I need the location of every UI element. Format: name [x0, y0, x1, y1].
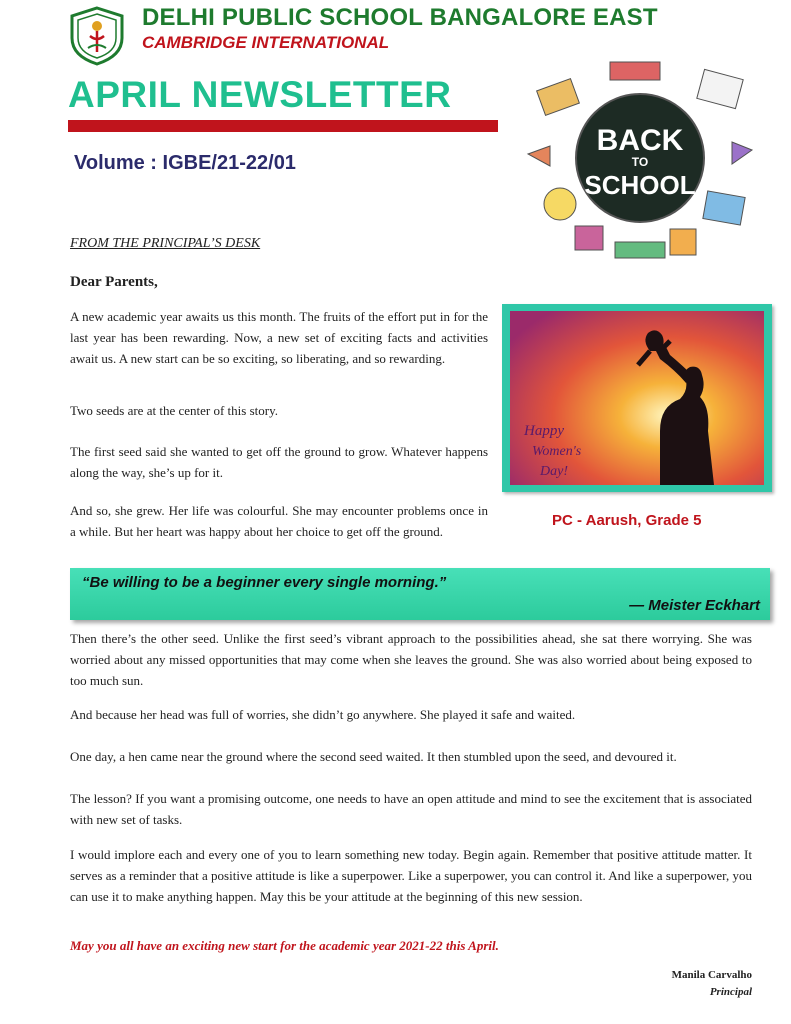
school-name: DELHI PUBLIC SCHOOL BANGALORE EAST — [142, 4, 658, 31]
quote-text: “Be willing to be a beginner every single morning.” — [82, 574, 447, 591]
title-underline-bar — [68, 120, 498, 132]
volume-label: Volume : IGBE/21-22/01 — [74, 152, 296, 174]
paragraph-two-seeds: Two seeds are at the center of this story. — [70, 403, 278, 418]
b2s-line2: TO — [631, 155, 649, 169]
artwork-caption: PC - Aarush, Grade 5 — [552, 512, 702, 529]
back-to-school-graphic — [520, 54, 760, 266]
paragraph-she-grew: And so, she grew. Her life was colourful. She may encounter problems once in a while. But her heart was happy about her choice to get off the ground. — [70, 503, 488, 539]
art-text-2: Women's — [532, 444, 582, 459]
art-text-1: Happy — [524, 423, 564, 439]
closing-line: May you all have an exciting new start for the academic year 2021-22 this April. — [70, 938, 499, 953]
b2s-line1: BACK — [596, 124, 684, 157]
paragraph-lesson: The lesson? If you want a promising outcome, one needs to have an open attitude and mind to see the excitement that is associated with new set of tasks. — [70, 791, 752, 827]
paragraph-other-seed: Then there’s the other seed. Unlike the first seed’s vibrant approach to the possibilities ahead, she sat there worrying. She was worried about any missed opportunities that may come when she leaves the ground. She was also worried about being exposed to too much sun. — [70, 631, 752, 688]
womens-day-artwork — [510, 311, 764, 485]
paragraph-hen: One day, a hen came near the ground where the second seed waited. It then stumbled upon the seed, and devoured it. — [70, 749, 677, 764]
signature-name: Manila Carvalho — [671, 969, 752, 981]
b2s-line3: SCHOOL — [584, 170, 696, 200]
signature-role: Principal — [709, 986, 752, 998]
school-logo-icon — [68, 6, 126, 66]
art-text-3: Day! — [540, 464, 568, 479]
paragraph-worries: And because her head was full of worries, she didn’t go anywhere. She played it safe and waited. — [70, 707, 576, 722]
section-heading: FROM THE PRINCIPAL’S DESK — [70, 236, 261, 251]
school-subtitle: CAMBRIDGE INTERNATIONAL — [142, 33, 390, 52]
greeting: Dear Parents, — [70, 274, 158, 290]
paragraph-intro: A new academic year awaits us this month. The fruits of the effort put in for the last year has been rewarding. Now, a new set of exciting facts and activities await us. A new start can be so exciting, so liberating, and so rewarding. — [70, 309, 488, 366]
paragraph-implore: I would implore each and every one of you to learn something new today. Begin again. Remember that positive attitude matter. It serves as a reminder that a positive attitude is like a superpower. Like a superpower, you can control it. And like a superpower, you can use it to make anything happen. May this be your attitude at the beginning of this new session. — [70, 847, 752, 904]
newsletter-title: APRIL NEWSLETTER — [68, 74, 452, 115]
quote-author: — Meister Eckhart — [629, 597, 760, 614]
paragraph-first-seed: The first seed said she wanted to get off the ground to grow. Whatever happens along the way, she’s up for it. — [70, 444, 488, 480]
